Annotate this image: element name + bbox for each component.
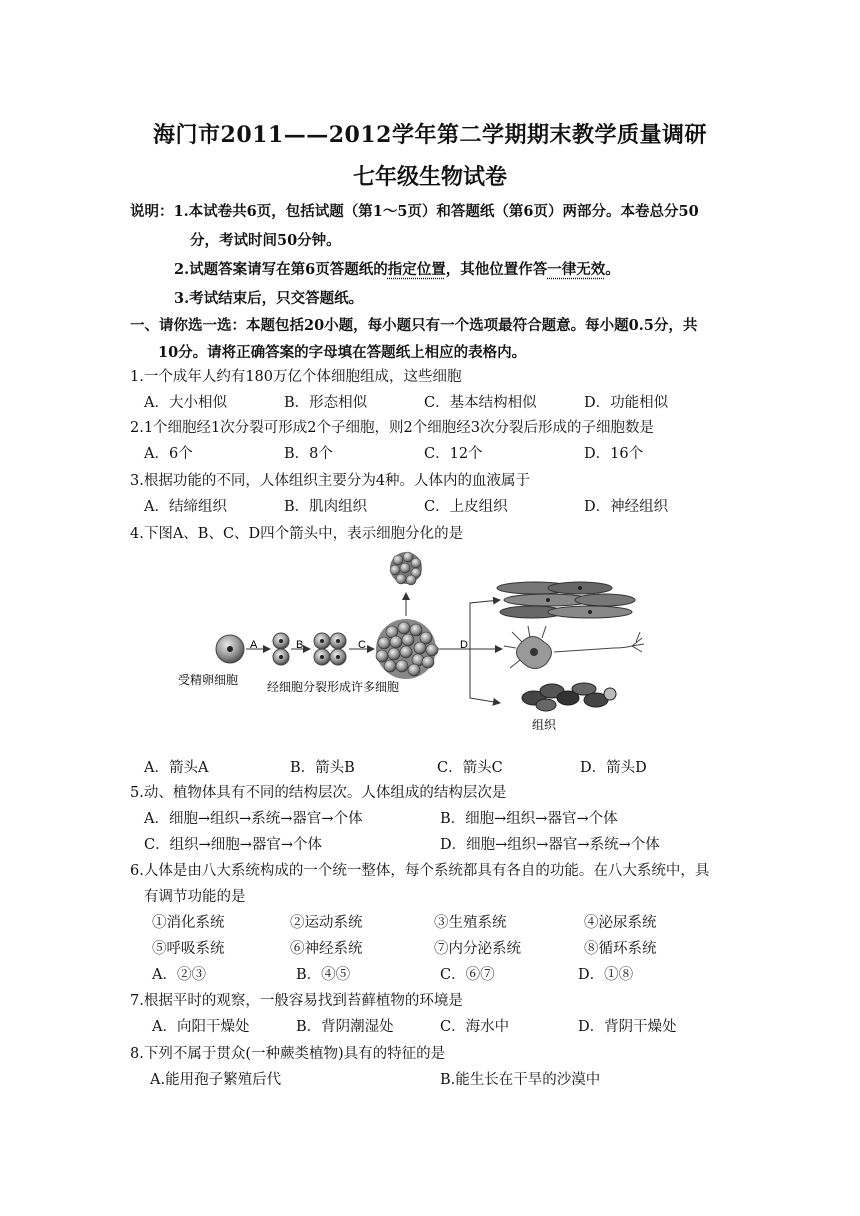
cell-cluster-top [390, 552, 422, 585]
page-title: 海门市2011——2012学年第二学期期末教学质量调研 [153, 122, 707, 148]
fertilized-egg-cell [216, 635, 244, 663]
q6-item-6: ⑥神经系统 [290, 941, 363, 957]
q1-option-d: D．功能相似 [584, 395, 669, 411]
q2-option-d: D．16个 [584, 446, 644, 462]
question-6-stem-2: 有调节功能的是 [144, 889, 246, 905]
q6-option-b: B．④⑤ [296, 967, 351, 983]
instructions-label: 说明： [130, 203, 174, 220]
q4-option-d: D．箭头D [580, 760, 647, 776]
q7-option-a: A．向阳干燥处 [152, 1019, 250, 1035]
q8-option-a: A.能用孢子繁殖后代 [150, 1072, 282, 1088]
page-subtitle: 七年级生物试卷 [352, 164, 507, 190]
q2-option-c: C．12个 [424, 446, 483, 462]
q6-item-8: ⑧循环系统 [584, 941, 657, 957]
question-6-stem-1: 6.人体是由八大系统构成的一个统一整体，每个系统都具有各自的功能。在八大系统中，具 [130, 863, 710, 879]
instructions-line1 [130, 200, 699, 221]
instruction-2 [174, 258, 620, 279]
instruction-2d: 一律无效 [547, 261, 606, 278]
question-5-stem: 5.动、植物体具有不同的结构层次。人体组成的结构层次是 [130, 785, 507, 801]
q3-option-d: D．神经组织 [584, 499, 669, 515]
q6-item-7: ⑦内分泌系统 [434, 941, 521, 957]
q5-option-c: C．组织→细胞→器官→个体 [144, 837, 323, 853]
blood-tissue [522, 683, 616, 711]
four-cell-stage [314, 633, 346, 665]
branch-upper [470, 600, 500, 649]
q5-option-b: B．细胞→组织→器官→个体 [440, 811, 618, 827]
section1-line2: 10分。请将正确答案的字母填在答题纸上相应的表格内。 [158, 344, 527, 361]
q6-option-d: D．①⑧ [578, 967, 634, 983]
arrow-d-label: D [460, 639, 468, 651]
q6-item-2: ②运动系统 [290, 915, 363, 931]
question-4-stem: 4.下图A、B、C、D四个箭头中，表示细胞分化的是 [130, 526, 464, 542]
caption-tissue: 组织 [532, 718, 557, 732]
q3-option-c: C．上皮组织 [424, 499, 508, 515]
question-8-stem: 8.下列不属于贯众(一种蕨类植物)具有的特征的是 [130, 1046, 446, 1062]
muscle-tissue [497, 582, 635, 618]
section1-line1: 一、请你选一选：本题包括20小题，每小题只有一个选项最符合题意。每小题0.5分，共 [130, 317, 698, 334]
cell-differentiation-figure [170, 548, 660, 748]
instruction-2e: 。 [605, 261, 620, 278]
q6-option-c: C．⑥⑦ [440, 967, 495, 983]
question-1-stem: 1.一个成年人约有180万亿个体细胞组成，这些细胞 [130, 369, 462, 385]
q7-option-d: D．背阴干燥处 [578, 1019, 677, 1035]
cell-mass [376, 619, 438, 679]
caption-cell-division: 经细胞分裂形成许多细胞 [267, 680, 400, 694]
q6-item-4: ④泌尿系统 [584, 915, 657, 931]
arrow-a-label: A [250, 639, 258, 651]
q6-item-1: ①消化系统 [152, 915, 225, 931]
q6-option-a: A．②③ [152, 967, 206, 983]
two-cell-stage [273, 633, 289, 665]
instruction-2a: 2.试题答案请写在第6页答题纸的 [174, 261, 388, 278]
branch-lower [470, 649, 500, 703]
q5-option-a: A．细胞→组织→系统→器官→个体 [144, 811, 363, 827]
q2-option-a: A．6个 [144, 446, 193, 462]
q8-option-b: B.能生长在干旱的沙漠中 [440, 1072, 601, 1088]
q3-option-b: B．肌肉组织 [284, 499, 368, 515]
q7-option-b: B．背阴潮湿处 [296, 1019, 394, 1035]
q4-option-b: B．箭头B [290, 760, 355, 776]
q4-option-a: A．箭头A [144, 760, 209, 776]
question-3-stem: 3.根据功能的不同，人体组织主要分为4种。人体内的血液属于 [130, 473, 531, 489]
instruction-3: 3.考试结束后，只交答题纸。 [174, 290, 364, 307]
instruction-1a: 1.本试卷共6页，包括试题（第1～5页）和答题纸（第6页）两部分。本卷总分50 [173, 203, 699, 220]
q7-option-c: C．海水中 [440, 1019, 510, 1035]
arrow-c-label: C [358, 639, 366, 651]
caption-fertilized-egg: 受精卵细胞 [178, 673, 239, 687]
q5-option-d: D．细胞→组织→器官→系统→个体 [440, 837, 660, 853]
q6-item-5: ⑤呼吸系统 [152, 941, 225, 957]
q4-option-c: C．箭头C [437, 760, 503, 776]
instruction-1b: 分，考试时间50分钟。 [190, 232, 341, 249]
arrow-b-label: B [296, 639, 304, 651]
neuron-tissue [504, 626, 644, 669]
q2-option-b: B．8个 [284, 446, 333, 462]
instruction-2c: ，其他位置作答 [445, 261, 548, 278]
q1-option-b: B．形态相似 [284, 395, 368, 411]
q6-item-3: ③生殖系统 [434, 915, 507, 931]
question-7-stem: 7.根据平时的观察，一般容易找到苔藓植物的环境是 [130, 993, 463, 1009]
q1-option-a: A．大小相似 [144, 395, 227, 411]
instruction-2b: 指定位置 [387, 261, 446, 278]
q3-option-a: A．结缔组织 [144, 499, 227, 515]
q1-option-c: C．基本结构相似 [424, 395, 537, 411]
question-2-stem: 2.1个细胞经1次分裂可形成2个子细胞，则2个细胞经3次分裂后形成的子细胞数是 [130, 420, 654, 436]
